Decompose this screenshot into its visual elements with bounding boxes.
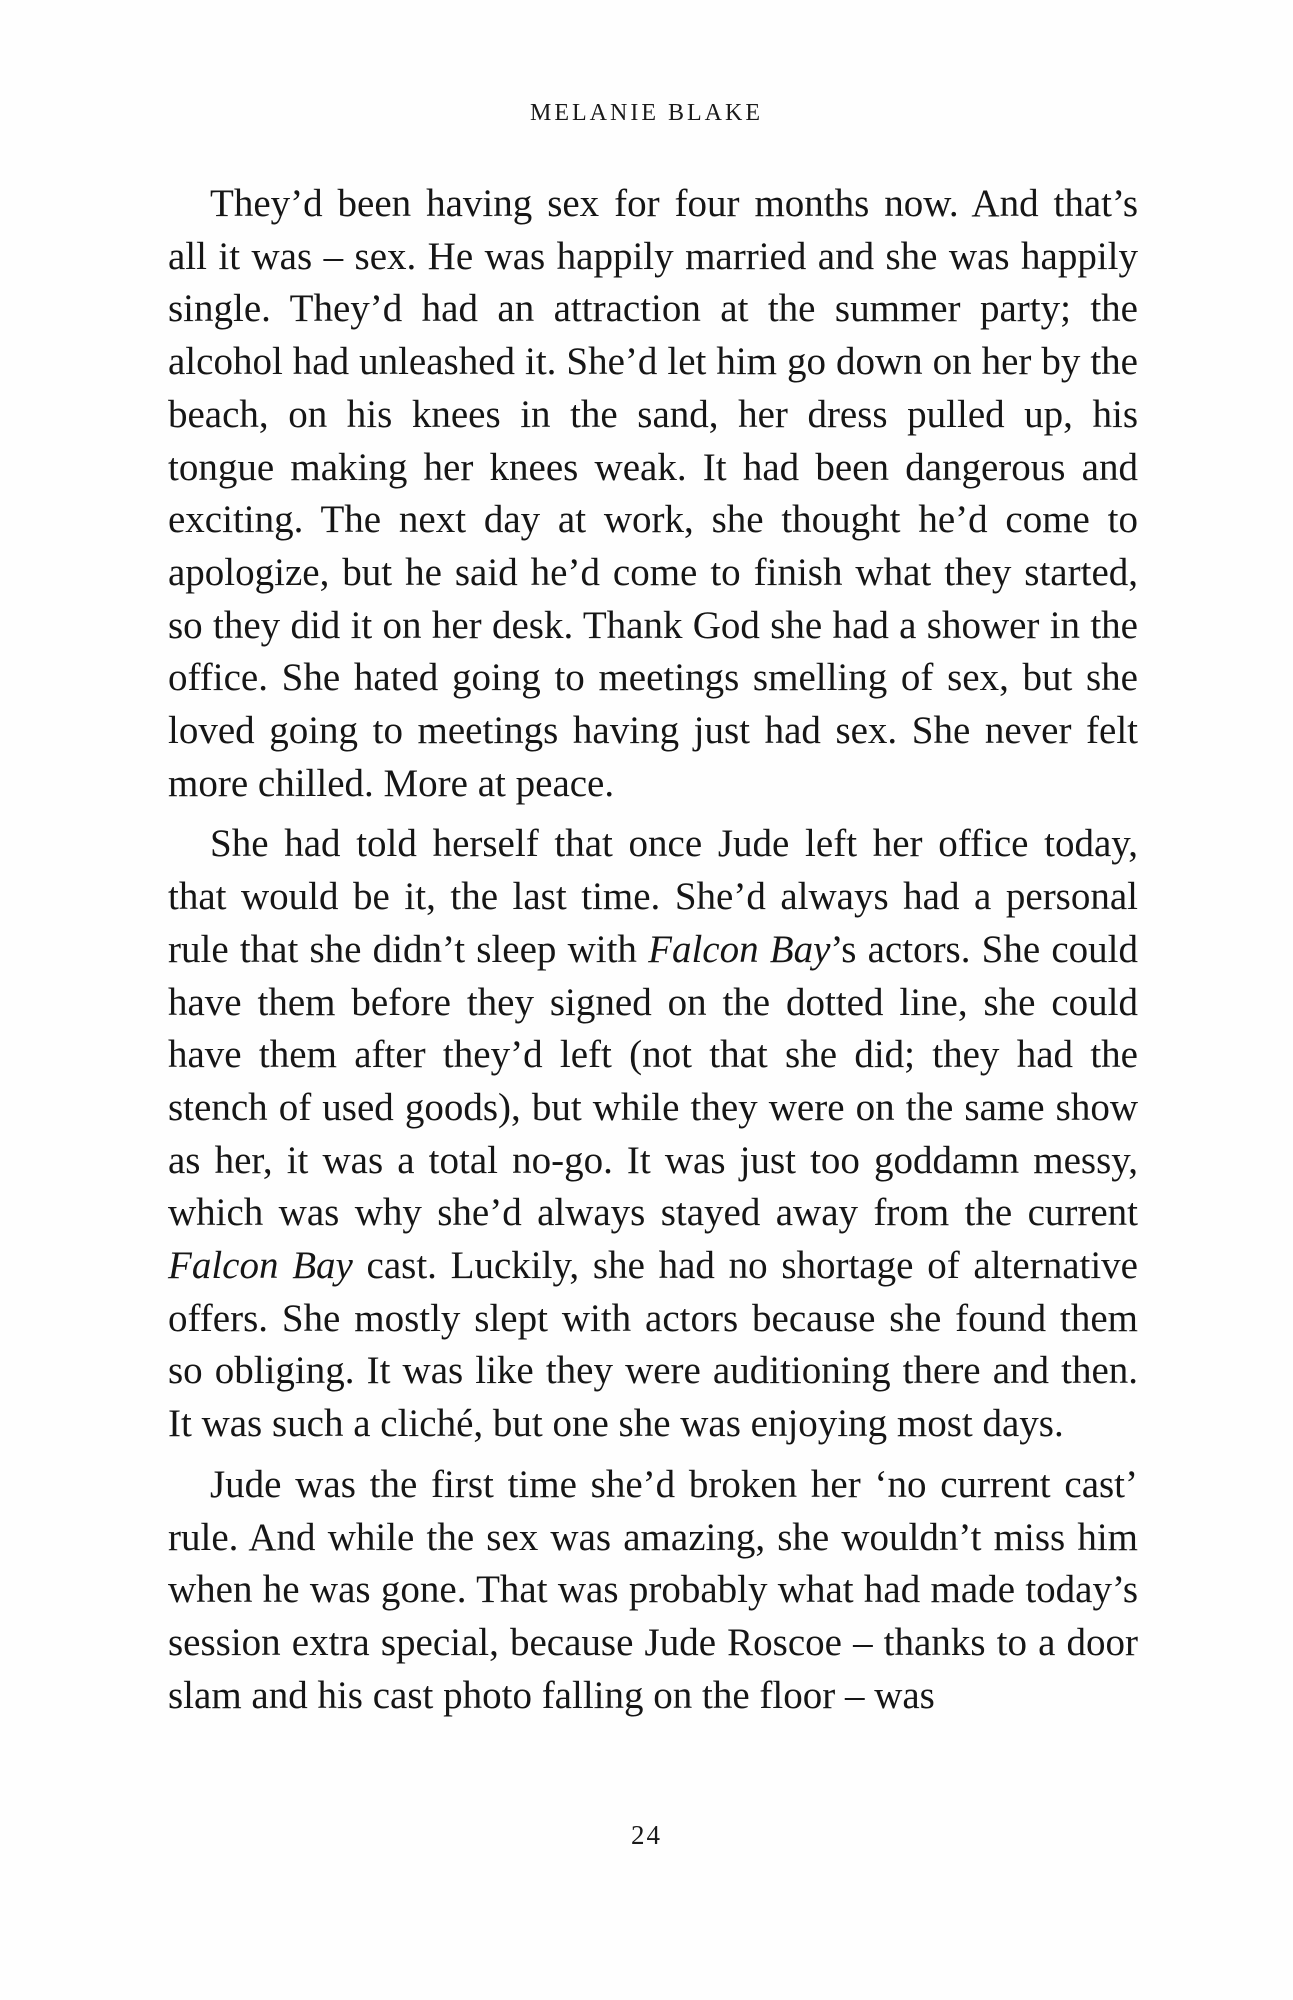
paragraph-text: ’s actors. She could have them before they signed on the dotted line, she could have them after they’d left (not that she did; they had the stench of used goods), but while they were on the same show as her, it was a total no-go. It was just too goddamn messy, which was why she’d always stayed away from the current (168, 927, 1138, 1235)
paragraph-text: They’d been having sex for four months now. And that’s all it was – sex. He was happily married and she was happily single. They’d had an attraction at the summer party; the alcohol had unleashed it. She’d let him go down on her by the beach, on his knees in the sand, her dress pulled up, his tongue making her knees weak. It had been dangerous and exciting. The next day at work, she thought he’d come to apologize, but he said he’d come to finish what they started, so they did it on her desk. Thank God she had a shower in the office. She hated going to meetings smelling of sex, but she loved going to meetings having just had sex. She never felt more chilled. More at peace. (168, 182, 1138, 805)
paragraph (168, 1459, 1138, 1723)
running-head: MELANIE BLAKE (530, 100, 763, 126)
paragraph-text: cast. Luckily, she had no shortage of alternative offers. She mostly slept with actors because she found them so obliging. It was like they were auditioning there and then. It was such a cliché, but one she was enjoying most days. (168, 1244, 1138, 1446)
paragraph (168, 178, 1138, 810)
body-text (168, 178, 1138, 1730)
italic-title: Falcon Bay (168, 1244, 353, 1288)
italic-title: Falcon Bay (648, 927, 831, 971)
paragraph (168, 818, 1138, 1450)
paragraph-text: Jude was the first time she’d broken her ‘no current cast’ rule. And while the sex was amazing, she wouldn’t miss him when he was gone. That was probably what had made today’s session extra special, because Jude Roscoe – thanks to a door slam and his cast photo falling on the floor – was (168, 1462, 1138, 1717)
paragraph-text: She had told herself that once Jude left her office today, that would be it, the last time. She’d always had a personal rule that she didn’t sleep with (168, 822, 1138, 971)
page-number: 24 (631, 1820, 662, 1850)
